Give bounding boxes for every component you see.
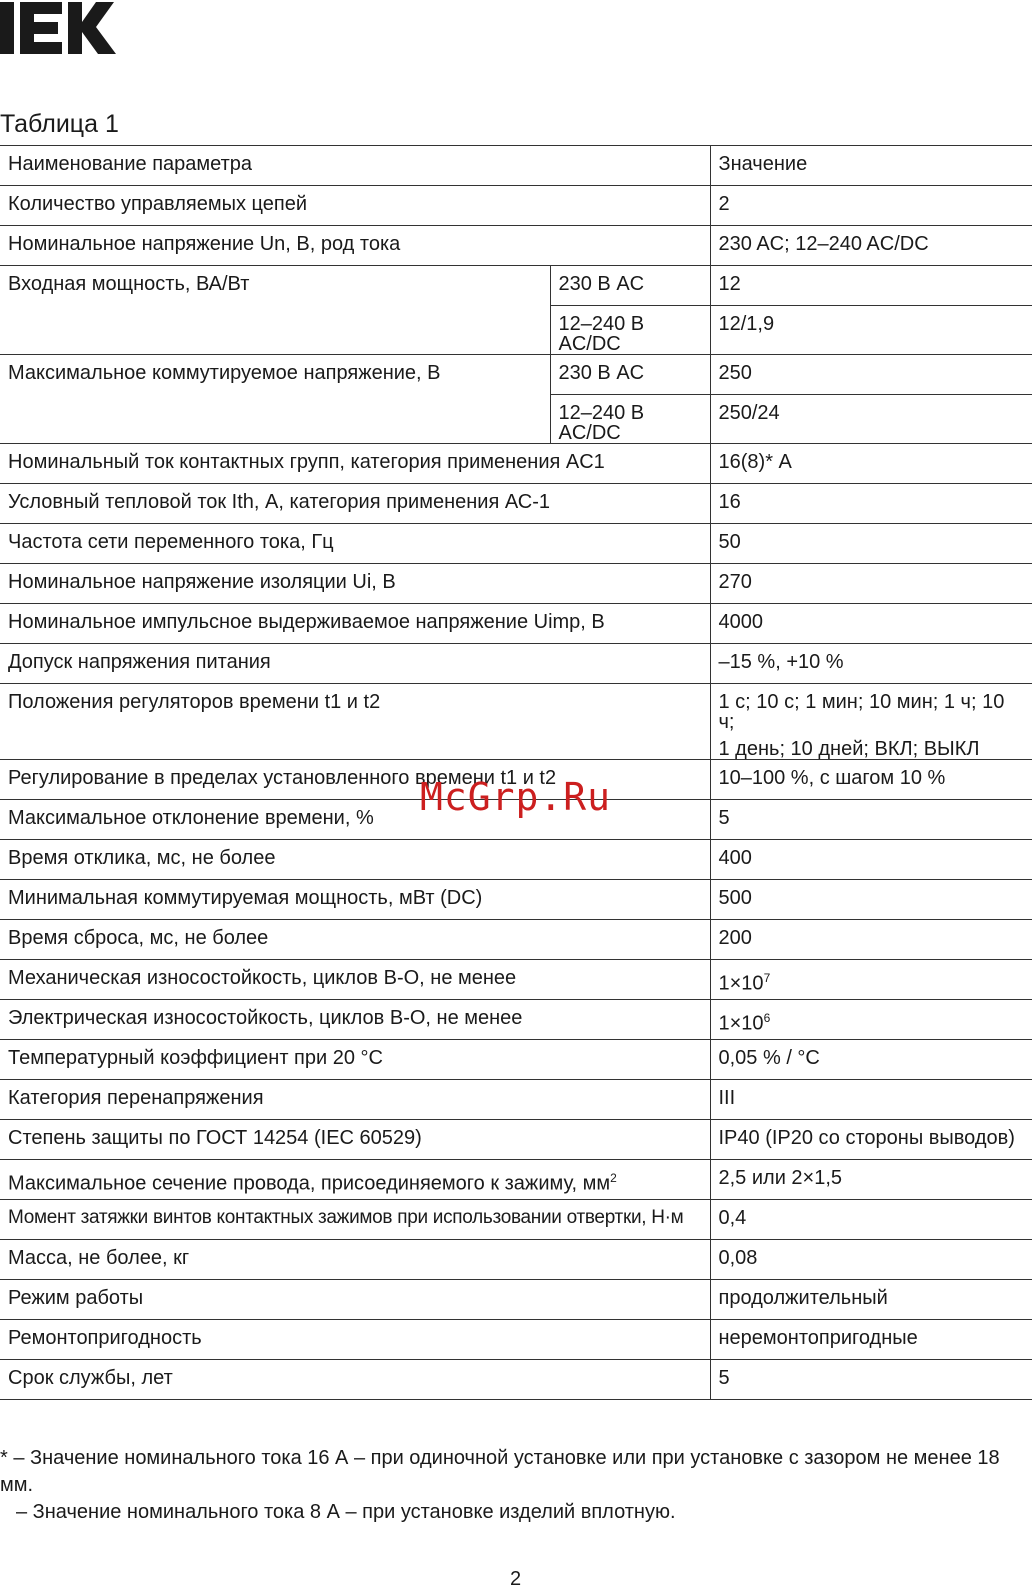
param-exponent: 2	[610, 1171, 617, 1185]
value-cell: 250	[710, 355, 1032, 395]
value-cell: 12/1,9	[710, 306, 1032, 355]
param-cell: Количество управляемых цепей	[0, 186, 710, 226]
value-cell	[710, 1000, 1032, 1040]
param-cell: Электрическая износостойкость, циклов В-О, не менее	[0, 1000, 710, 1040]
param-cell: Максимальное отклонение времени, %	[0, 800, 710, 840]
param-cell: Температурный коэффициент при 20 °С	[0, 1040, 710, 1080]
param-cell: Частота сети переменного тока, Гц	[0, 524, 710, 564]
table-row	[0, 186, 1032, 226]
param-cell: Время отклика, мс, не более	[0, 840, 710, 880]
param-cell: Режим работы	[0, 1280, 710, 1320]
value-cell: 270	[710, 564, 1032, 604]
param-cell: Номинальный ток контактных групп, категория применения AC1	[0, 444, 710, 484]
value-cell: 5	[710, 1360, 1032, 1400]
table-row	[0, 840, 1032, 880]
param-cell: Номинальное импульсное выдерживаемое напряжение Uimp, В	[0, 604, 710, 644]
sub-param-cell: 12–240 В AC/DC	[550, 306, 710, 355]
table-header-row	[0, 146, 1032, 186]
value-cell: 0,05 % / °С	[710, 1040, 1032, 1080]
param-cell: Номинальное напряжение изоляции Ui, В	[0, 564, 710, 604]
param-cell: Номинальное напряжение Un, В, род тока	[0, 226, 710, 266]
table-row	[0, 1280, 1032, 1320]
header-param: Наименование параметра	[0, 146, 710, 186]
param-cell: Категория перенапряжения	[0, 1080, 710, 1120]
value-cell: 4000	[710, 604, 1032, 644]
value-base: 1×10	[718, 1012, 764, 1035]
table-row	[0, 484, 1032, 524]
param-cell: Положения регуляторов времени t1 и t2	[0, 684, 710, 760]
page-number: 2	[510, 1568, 522, 1590]
iek-logo	[0, 2, 118, 54]
value-cell: продолжительный	[710, 1280, 1032, 1320]
table-row	[0, 1320, 1032, 1360]
table-row	[0, 1200, 1032, 1240]
param-cell: Максимальное коммутируемое напряжение, В	[0, 355, 550, 444]
table-row	[0, 1360, 1032, 1400]
value-cell: 5	[710, 800, 1032, 840]
value-cell: 500	[710, 880, 1032, 920]
value-cell: неремонтопригодные	[710, 1320, 1032, 1360]
param-cell: Минимальная коммутируемая мощность, мВт (DC)	[0, 880, 710, 920]
param-cell: Механическая износостойкость, циклов В-О, не менее	[0, 960, 710, 1000]
param-cell: Регулирование в пределах установленного времени t1 и t2	[0, 760, 710, 800]
footnote-line: – Значение номинального тока 8 А – при установке изделий вплотную.	[16, 1501, 676, 1523]
sub-param-cell: 230 В AC	[550, 266, 710, 306]
param-cell: Момент затяжки винтов контактных зажимов при использовании отвертки, Н·м	[0, 1200, 710, 1240]
table-row	[0, 226, 1032, 266]
value-line: 1 день; 10 дней; ВКЛ; ВЫКЛ	[718, 738, 980, 760]
table-row	[0, 355, 1032, 395]
table-row	[0, 1240, 1032, 1280]
value-cell: 16	[710, 484, 1032, 524]
value-cell: 12	[710, 266, 1032, 306]
param-cell: Масса, не более, кг	[0, 1240, 710, 1280]
table-row	[0, 1000, 1032, 1040]
value-cell: 250/24	[710, 395, 1032, 444]
table-row	[0, 1160, 1032, 1200]
param-cell: Степень защиты по ГОСТ 14254 (IEC 60529)	[0, 1120, 710, 1160]
param-text: Максимальное сечение провода, присоединяемого к зажиму, мм	[8, 1172, 611, 1195]
value-cell: 400	[710, 840, 1032, 880]
value-cell: 10–100 %, с шагом 10 %	[710, 760, 1032, 800]
param-cell: Ремонтопригодность	[0, 1320, 710, 1360]
table-row	[0, 920, 1032, 960]
table-row	[0, 564, 1032, 604]
value-cell: –15 %, +10 %	[710, 644, 1032, 684]
value-cell	[710, 960, 1032, 1000]
param-cell: Условный тепловой ток Ith, А, категория применения АС-1	[0, 484, 710, 524]
value-cell: III	[710, 1080, 1032, 1120]
table-row	[0, 524, 1032, 564]
footnote-line: * – Значение номинального тока 16 А – при одиночной установке или при установке с зазором не менее 18 мм.	[0, 1447, 1000, 1496]
table-row	[0, 960, 1032, 1000]
watermark: McGrp.Ru	[420, 775, 612, 819]
value-exponent: 7	[763, 971, 771, 985]
table-row	[0, 644, 1032, 684]
value-cell: 2,5 или 2×1,5	[710, 1160, 1032, 1200]
param-cell	[0, 1160, 710, 1200]
table-row	[0, 1120, 1032, 1160]
table-row	[0, 266, 1032, 306]
value-cell: 200	[710, 920, 1032, 960]
value-cell: 16(8)* А	[710, 444, 1032, 484]
table-row	[0, 604, 1032, 644]
value-cell	[710, 684, 1032, 760]
header-value: Значение	[710, 146, 1032, 186]
value-cell: 0,4	[710, 1200, 1032, 1240]
param-cell: Срок службы, лет	[0, 1360, 710, 1400]
table-row	[0, 1040, 1032, 1080]
param-cell: Допуск напряжения питания	[0, 644, 710, 684]
sub-param-cell: 230 В AC	[550, 355, 710, 395]
value-cell: 230 AC; 12–240 AC/DC	[710, 226, 1032, 266]
param-cell: Время сброса, мс, не более	[0, 920, 710, 960]
table-row	[0, 444, 1032, 484]
value-exponent: 6	[763, 1011, 771, 1025]
value-cell: 0,08	[710, 1240, 1032, 1280]
value-line: 1 с; 10 с; 1 мин; 10 мин; 1 ч; 10 ч;	[718, 691, 1005, 733]
value-base: 1×10	[718, 972, 764, 995]
spec-table	[0, 145, 1032, 1400]
table-row	[0, 684, 1032, 760]
table-row	[0, 880, 1032, 920]
value-cell: 50	[710, 524, 1032, 564]
table-row	[0, 1080, 1032, 1120]
value-cell: 2	[710, 186, 1032, 226]
value-cell: IP40 (IP20 со стороны выводов)	[710, 1120, 1032, 1160]
sub-param-cell: 12–240 В AC/DC	[550, 395, 710, 444]
footnote	[0, 1445, 1032, 1526]
param-cell: Входная мощность, ВА/Вт	[0, 266, 550, 355]
table-title: Таблица 1	[0, 110, 119, 138]
